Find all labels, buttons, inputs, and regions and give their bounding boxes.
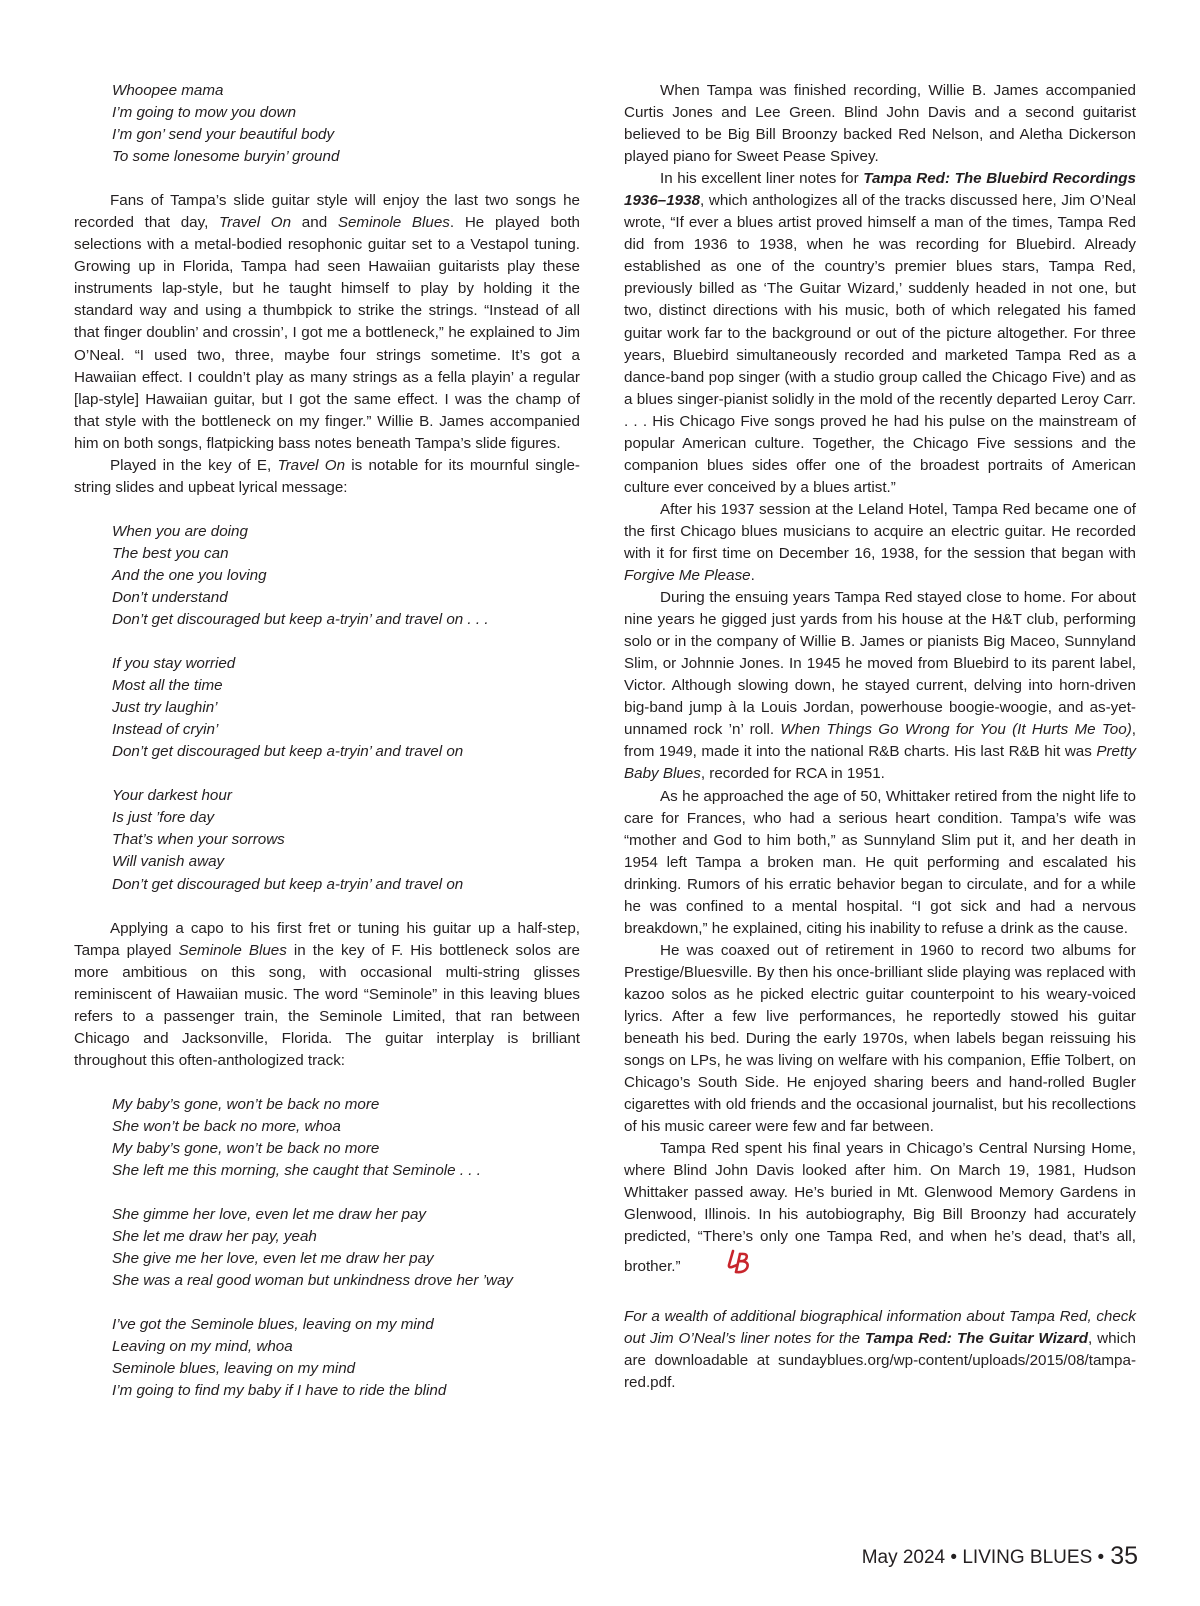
lyrics-travel-on-verse-2 xyxy=(74,653,580,763)
lyrics-seminole-verse-3 xyxy=(74,1314,580,1402)
paragraph: He was coaxed out of retirement in 1960 to record two albums for Prestige/Bluesville. By then his once-brilliant slide playing was replaced with kazoo solos as he picked electric guitar counterpoint to his weary-voiced lyrics. After a few live performances, he reportedly stowed his guitar beneath his bed. During the early 1970s, when labels began reissuing his songs on LPs, he was living on welfare with his companion, Effie Tolbert, on Chicago’s South Side. He enjoyed sharing beers and hand-rolled Bugler cigarettes with old friends and the occasional journalist, but his recollections of his music career were few and far between. xyxy=(624,941,1136,1136)
lyric-line: She won’t be back no more, whoa xyxy=(112,1117,341,1135)
lyric-line: I’ve got the Seminole blues, leaving on my mind xyxy=(112,1316,434,1334)
lyrics-seminole-verse-1 xyxy=(74,1094,580,1182)
lyric-line: Instead of cryin’ xyxy=(112,721,219,739)
lyric-line: To some lonesome buryin’ ground xyxy=(112,148,340,166)
lyric-line: I’m going to mow you down xyxy=(112,104,297,122)
left-column xyxy=(74,80,580,1402)
paragraph: Played in the key of E, Travel On is notable for its mournful single-string slides and upbeat lyrical message: xyxy=(74,456,580,496)
lyric-line: My baby’s gone, won’t be back no more xyxy=(112,1095,380,1113)
song-title: Forgive Me Please xyxy=(624,567,751,585)
lyrics-whoopee-mama xyxy=(74,80,580,168)
lyrics-travel-on-verse-3 xyxy=(74,785,580,895)
paragraph: Fans of Tampa’s slide guitar style will enjoy the last two songs he recorded that day, Travel On and Seminole Blues. He played both selections with a metal-bodied resophonic guitar set to a Vestapol tuning. Growing up in Florida, Tampa had seen Hawaiian guitarists play these instruments lap-style, but he taught himself to play by holding it the standard way and using a thumbpick to strike the strings. “Instead of all that finger doublin’ and crossin’, I got me a bottleneck,” he explained to Jim O’Neal. “I used two, three, maybe four strings sometime. It’s got a Hawaiian effect. I couldn’t play as many strings as a fella playin’ a regular [lap-style] Hawaiian guitar, but I got the same effect. I was the champ of that style with the bottleneck on my finger.” Willie B. James accompanied him on both songs, flatpicking bass notes beneath Tampa’s slide figures. xyxy=(74,192,580,452)
song-title: Travel On xyxy=(219,214,292,232)
paragraph: When Tampa was finished recording, Willie B. James accompanied Curtis Jones and Lee Green. Blind John Davis and a second guitarist believed to be Big Bill Broonzy backed Red Nelson, and Aletha Dickerson played piano for Sweet Pease Spivey. xyxy=(624,82,1136,166)
lyric-line: Leaving on my mind, whoa xyxy=(112,1338,293,1356)
song-title: Seminole Blues xyxy=(337,214,450,232)
lyric-line: Don’t get discouraged but keep a-tryin’ and travel on . . . xyxy=(112,611,489,629)
lyric-line: Don’t get discouraged but keep a-tryin’ and travel on xyxy=(112,743,464,761)
lyric-line: My baby’s gone, won’t be back no more xyxy=(112,1139,380,1157)
album-title: Tampa Red: The Bluebird Recordings 1936–1938 xyxy=(624,170,1136,210)
lyric-line: The best you can xyxy=(112,544,229,562)
lyric-line: She was a real good woman but unkindness drove her ’way xyxy=(112,1272,514,1290)
lyric-line: If you stay worried xyxy=(112,655,236,673)
paragraph: As he approached the age of 50, Whittaker retired from the night life to care for Frances, who had a serious heart condition. Tampa’s wife was “mother and God to him both,” as Sunnyland Slim put it, and her death in 1954 left Tampa a broken man. He quit performing and escalated his drinking. Rumors of his erratic behavior began to circulate, and for a while he was confined to a mental hospital. “I got sick and had a nervous breakdown,” he explained, citing his inability to refuse a drink as the cause. xyxy=(624,787,1136,937)
right-column xyxy=(624,80,1136,1394)
lb-end-mark-icon xyxy=(689,1248,753,1283)
lyric-line: She gimme her love, even let me draw her pay xyxy=(112,1206,427,1224)
lyric-line: I’m gon’ send your beautiful body xyxy=(112,126,335,144)
lyric-line: Most all the time xyxy=(112,677,223,695)
song-title: Seminole Blues xyxy=(178,941,287,959)
lyric-line: Seminole blues, leaving on my mind xyxy=(112,1360,356,1378)
download-url-text: , which are downloadable at sundayblues.org/wp-content/uploads/2015/08/tampa-red.pdf. xyxy=(624,1329,1136,1391)
lyric-line: When you are doing xyxy=(112,522,248,540)
paragraph: During the ensuing years Tampa Red stayed close to home. For about nine years he gigged just yards from his house at the H&T club, performing solo or in the company of Willie B. James or pianists Big Maceo, Sunnyland Slim, or Johnnie Jones. In 1945 he moved from Bluebird to its parent label, Victor. Although slowing down, he stayed current, delving into horn-driven big-band jump à la Louis Jordan, powerhouse boogie-woogie, and as-yet-unnamed rock ’n’ roll. When Things Go Wrong for You (It Hurts Me Too), from 1949, made it into the national R&B charts. His last R&B hit was Pretty Baby Blues, recorded for RCA in 1951. xyxy=(624,589,1136,783)
lyric-line: Whoopee mama xyxy=(112,82,224,99)
bullet-separator: • xyxy=(1097,1547,1105,1568)
lyric-line: Don’t get discouraged but keep a-tryin’ and travel on xyxy=(112,875,464,893)
page-number: 35 xyxy=(1110,1542,1138,1570)
lyric-line: Don’t understand xyxy=(112,588,228,606)
lyric-line: She let me draw her pay, yeah xyxy=(112,1228,317,1246)
song-title: When Things Go Wrong for You (It Hurts Me Too) xyxy=(780,721,1132,739)
lyrics-seminole-verse-2 xyxy=(74,1204,580,1292)
issue-date: May 2024 xyxy=(861,1547,946,1568)
lyric-line: I’m going to find my baby if I have to ride the blind xyxy=(112,1382,447,1400)
lyric-line: Will vanish away xyxy=(112,853,225,871)
song-title: Travel On xyxy=(277,456,346,474)
lyric-line: She left me this morning, she caught that Seminole . . . xyxy=(112,1162,481,1180)
lyric-line: Your darkest hour xyxy=(112,787,232,805)
lyric-line: That’s when your sorrows xyxy=(112,831,285,849)
lyric-line: And the one you loving xyxy=(112,566,267,584)
album-title: Tampa Red: The Guitar Wizard xyxy=(864,1329,1089,1347)
lyric-line: She give me her love, even let me draw her pay xyxy=(112,1250,434,1268)
author-note: For a wealth of additional biographical information about Tampa Red, check out Jim O’Neal’s liner notes for the Tampa Red: The Guitar Wizard, which are downloadable at sundayblues.org/wp-content/uploads/2015/08/tampa-red.pdf. xyxy=(624,1307,1136,1391)
lyric-line: Just try laughin’ xyxy=(112,699,218,717)
lyrics-travel-on-verse-1 xyxy=(74,521,580,631)
page-footer xyxy=(862,1542,1138,1571)
paragraph: After his 1937 session at the Leland Hotel, Tampa Red became one of the first Chicago blues musicians to acquire an electric guitar. He recorded with it for first time on December 16, 1938, for the session that began with Forgive Me Please. xyxy=(624,500,1136,585)
bullet-separator: • xyxy=(950,1547,958,1568)
paragraph: Tampa Red spent his final years in Chicago’s Central Nursing Home, where Blind John Davis looked after him. On March 19, 1981, Hudson Whittaker passed away. He’s buried in Mt. Glenwood Memory Gardens in Glenwood, Illinois. In his autobiography, Big Bill Broonzy had accurately predicted, “There’s only one Tampa Red, and when he’s dead, that’s all, brother.” xyxy=(624,1138,1136,1283)
magazine-name: LIVING BLUES xyxy=(962,1547,1093,1568)
paragraph: In his excellent liner notes for Tampa Red: The Bluebird Recordings 1936–1938, which anthologizes all of the tracks discussed here, Jim O’Neal wrote, “If ever a blues artist proved himself a man of the times, Tampa Red did from 1936 to 1938, when he was recording for Bluebird. Already established as one of the country’s premier blues stars, Tampa Red, previously billed as ‘The Guitar Wizard,’ suddenly headed in not one, but two, distinct directions with his music, both of which relegated his famed guitar work far to the background or out of the picture altogether. For three years, Bluebird simultaneously recorded and marketed Tampa Red as a dance-band pop singer (with a studio group called the Chicago Five) and as a blues singer-pianist solidly in the mold of the recently departed Leroy Carr. . . . His Chicago Five songs proved he had his pulse on the mainstream of popular American culture. Together, the Chicago Five sessions and the companion blues sides offer one of the broadest portraits of American culture ever conceived by a blues artist.” xyxy=(624,170,1136,496)
song-title: Pretty Baby Blues xyxy=(624,743,1136,783)
paragraph: Applying a capo to his first fret or tuning his guitar up a half-step, Tampa played Seminole Blues in the key of F. His bottleneck solos are more ambitious on this song, with occasional multi-string glisses reminiscent of Hawaiian music. The word “Seminole” in this leaving blues refers to a passenger train, the Seminole Limited, that ran between Chicago and Jacksonville, Florida. The guitar interplay is brilliant throughout this often-anthologized track: xyxy=(74,919,580,1069)
lyric-line: Is just ’fore day xyxy=(112,809,215,827)
